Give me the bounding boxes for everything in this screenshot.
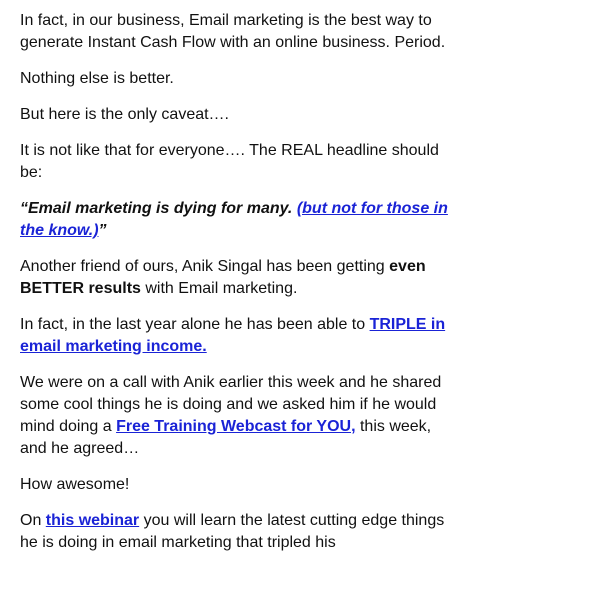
in-the-know-link[interactable]: (but not for those in the know.) <box>20 200 448 239</box>
paragraph-nothing-better: Nothing else is better. <box>20 70 174 87</box>
this-webinar-link[interactable]: this webinar <box>45 512 140 529</box>
paragraph-triple <box>20 314 460 358</box>
paragraph-caveat: But here is the only caveat…. <box>20 106 229 123</box>
paragraph-webcast <box>20 372 460 460</box>
paragraph-awesome: How awesome! <box>20 476 130 493</box>
webcast-text-end: this week, and he agreed… <box>20 418 432 457</box>
triple-text-start: In fact, in the last year alone he has been able to <box>20 316 370 333</box>
better-results-bold: even BETTER results <box>20 258 426 297</box>
paragraph-webinar <box>20 510 460 554</box>
paragraph-anik-results <box>20 256 460 300</box>
paragraph-intro: In fact, in our business, Email marketing is the best way to generate Instant Cash Flow with an online business. Period. <box>20 12 446 51</box>
headline-quote <box>20 198 460 242</box>
webinar-text-start: On <box>20 512 46 529</box>
headline-close-quote: ” <box>98 222 107 239</box>
webcast-text-start: We were on a call with Anik earlier this week and he shared some cool things he is doing and we asked him if he would mind doing a <box>20 374 442 435</box>
webinar-text-end: you will learn the latest cutting edge things he is doing in email marketing that tripled his <box>20 512 445 551</box>
anik-text-end: with Email marketing. <box>140 280 298 297</box>
paragraph-real-headline: It is not like that for everyone…. The REAL headline should be: <box>20 142 439 181</box>
triple-income-link[interactable]: TRIPLE in email marketing income. <box>20 316 446 355</box>
free-training-webcast-link[interactable]: Free Training Webcast for YOU, <box>116 418 356 435</box>
anik-text-start: Another friend of ours, Anik Singal has been getting <box>20 258 390 275</box>
headline-text: “Email marketing is dying for many. <box>20 200 297 217</box>
email-body <box>20 10 460 568</box>
